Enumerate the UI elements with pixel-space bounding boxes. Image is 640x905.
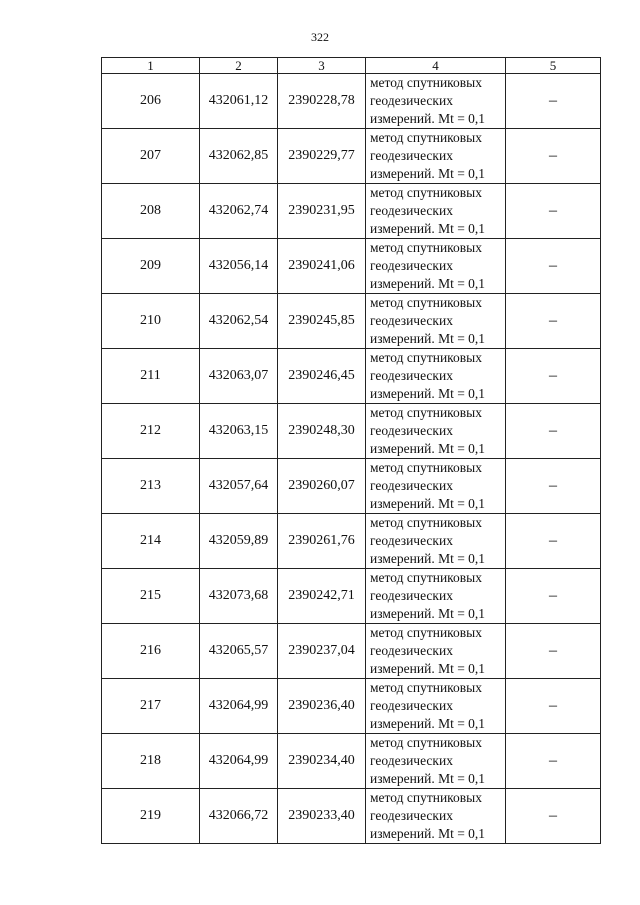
x-coordinate-cell: 432064,99 — [200, 734, 278, 789]
method-line: геодезических — [370, 698, 453, 713]
table-row — [102, 404, 601, 459]
method-cell — [366, 74, 506, 129]
method-line: геодезических — [370, 808, 453, 823]
method-line: геодезических — [370, 93, 453, 108]
y-coordinate-cell: 2390246,45 — [278, 349, 366, 404]
x-coordinate-cell: 432063,15 — [200, 404, 278, 459]
column-5-cell: – — [506, 569, 601, 624]
method-line: метод спутниковых — [370, 185, 482, 200]
x-coordinate-cell: 432062,74 — [200, 184, 278, 239]
column-5-cell: – — [506, 239, 601, 294]
method-line: измерений. Mt = 0,1 — [370, 606, 486, 621]
method-line: измерений. Mt = 0,1 — [370, 386, 486, 401]
y-coordinate-cell: 2390248,30 — [278, 404, 366, 459]
column-5-cell: – — [506, 349, 601, 404]
method-line: геодезических — [370, 423, 453, 438]
point-number-cell: 218 — [102, 734, 200, 789]
point-number-cell: 207 — [102, 129, 200, 184]
y-coordinate-cell: 2390228,78 — [278, 74, 366, 129]
method-line: измерений. Mt = 0,1 — [370, 166, 486, 181]
column-header-5: 5 — [506, 58, 601, 74]
y-coordinate-cell: 2390236,40 — [278, 679, 366, 734]
y-coordinate-cell: 2390242,71 — [278, 569, 366, 624]
column-5-cell: – — [506, 734, 601, 789]
point-number-cell: 216 — [102, 624, 200, 679]
method-line: измерений. Mt = 0,1 — [370, 496, 486, 511]
method-line: метод спутниковых — [370, 130, 482, 145]
method-line: измерений. Mt = 0,1 — [370, 221, 486, 236]
page-number: 322 — [311, 30, 329, 44]
column-5-cell: – — [506, 624, 601, 679]
method-line: измерений. Mt = 0,1 — [370, 826, 486, 841]
x-coordinate-cell: 432066,72 — [200, 789, 278, 844]
y-coordinate-cell: 2390231,95 — [278, 184, 366, 239]
column-header-3: 3 — [278, 58, 366, 74]
point-number-cell: 214 — [102, 514, 200, 569]
table-row — [102, 294, 601, 349]
method-line: геодезических — [370, 588, 453, 603]
point-number-cell: 217 — [102, 679, 200, 734]
method-line: метод спутниковых — [370, 570, 482, 585]
method-line: измерений. Mt = 0,1 — [370, 661, 486, 676]
method-cell — [366, 239, 506, 294]
column-5-cell: – — [506, 184, 601, 239]
method-line: геодезических — [370, 533, 453, 548]
column-5-cell: – — [506, 74, 601, 129]
method-line: геодезических — [370, 368, 453, 383]
table-header-row — [102, 58, 601, 74]
method-line: метод спутниковых — [370, 460, 482, 475]
y-coordinate-cell: 2390237,04 — [278, 624, 366, 679]
point-number-cell: 212 — [102, 404, 200, 459]
x-coordinate-cell: 432059,89 — [200, 514, 278, 569]
y-coordinate-cell: 2390229,77 — [278, 129, 366, 184]
point-number-cell: 209 — [102, 239, 200, 294]
method-line: геодезических — [370, 258, 453, 273]
method-line: метод спутниковых — [370, 625, 482, 640]
table-row — [102, 459, 601, 514]
y-coordinate-cell: 2390260,07 — [278, 459, 366, 514]
method-cell — [366, 404, 506, 459]
coordinates-table — [101, 57, 601, 844]
table-row — [102, 679, 601, 734]
method-cell — [366, 129, 506, 184]
table-row — [102, 514, 601, 569]
y-coordinate-cell: 2390241,06 — [278, 239, 366, 294]
method-cell — [366, 789, 506, 844]
method-cell — [366, 569, 506, 624]
method-line: метод спутниковых — [370, 515, 482, 530]
table-row — [102, 349, 601, 404]
column-5-cell: – — [506, 679, 601, 734]
table-row — [102, 734, 601, 789]
x-coordinate-cell: 432061,12 — [200, 74, 278, 129]
method-line: метод спутниковых — [370, 75, 482, 90]
method-line: метод спутниковых — [370, 735, 482, 750]
method-line: метод спутниковых — [370, 350, 482, 365]
method-line: геодезических — [370, 753, 453, 768]
method-line: геодезических — [370, 478, 453, 493]
point-number-cell: 208 — [102, 184, 200, 239]
table-row — [102, 624, 601, 679]
table-body — [102, 74, 601, 844]
column-header-1: 1 — [102, 58, 200, 74]
x-coordinate-cell: 432057,64 — [200, 459, 278, 514]
method-line: измерений. Mt = 0,1 — [370, 441, 486, 456]
table-row — [102, 129, 601, 184]
column-5-cell: – — [506, 514, 601, 569]
x-coordinate-cell: 432062,54 — [200, 294, 278, 349]
method-line: метод спутниковых — [370, 405, 482, 420]
x-coordinate-cell: 432062,85 — [200, 129, 278, 184]
method-cell — [366, 679, 506, 734]
table-row — [102, 184, 601, 239]
method-cell — [366, 294, 506, 349]
table-row — [102, 239, 601, 294]
point-number-cell: 210 — [102, 294, 200, 349]
method-cell — [366, 459, 506, 514]
method-cell — [366, 184, 506, 239]
column-5-cell: – — [506, 789, 601, 844]
column-5-cell: – — [506, 459, 601, 514]
method-line: геодезических — [370, 643, 453, 658]
method-cell — [366, 734, 506, 789]
column-5-cell: – — [506, 404, 601, 459]
method-line: геодезических — [370, 203, 453, 218]
point-number-cell: 215 — [102, 569, 200, 624]
method-line: измерений. Mt = 0,1 — [370, 331, 486, 346]
point-number-cell: 211 — [102, 349, 200, 404]
method-line: метод спутниковых — [370, 790, 482, 805]
method-line: метод спутниковых — [370, 295, 482, 310]
method-line: геодезических — [370, 148, 453, 163]
x-coordinate-cell: 432056,14 — [200, 239, 278, 294]
method-line: измерений. Mt = 0,1 — [370, 771, 486, 786]
y-coordinate-cell: 2390233,40 — [278, 789, 366, 844]
table-row — [102, 569, 601, 624]
point-number-cell: 213 — [102, 459, 200, 514]
y-coordinate-cell: 2390234,40 — [278, 734, 366, 789]
y-coordinate-cell: 2390245,85 — [278, 294, 366, 349]
x-coordinate-cell: 432065,57 — [200, 624, 278, 679]
method-cell — [366, 349, 506, 404]
method-line: геодезических — [370, 313, 453, 328]
column-header-2: 2 — [200, 58, 278, 74]
method-line: измерений. Mt = 0,1 — [370, 111, 486, 126]
column-5-cell: – — [506, 129, 601, 184]
table-row — [102, 789, 601, 844]
column-header-4: 4 — [366, 58, 506, 74]
method-line: измерений. Mt = 0,1 — [370, 551, 486, 566]
method-cell — [366, 514, 506, 569]
x-coordinate-cell: 432064,99 — [200, 679, 278, 734]
x-coordinate-cell: 432073,68 — [200, 569, 278, 624]
x-coordinate-cell: 432063,07 — [200, 349, 278, 404]
column-5-cell: – — [506, 294, 601, 349]
method-line: метод спутниковых — [370, 680, 482, 695]
y-coordinate-cell: 2390261,76 — [278, 514, 366, 569]
table-row — [102, 74, 601, 129]
method-line: измерений. Mt = 0,1 — [370, 716, 486, 731]
point-number-cell: 206 — [102, 74, 200, 129]
method-line: измерений. Mt = 0,1 — [370, 276, 486, 291]
point-number-cell: 219 — [102, 789, 200, 844]
method-cell — [366, 624, 506, 679]
method-line: метод спутниковых — [370, 240, 482, 255]
